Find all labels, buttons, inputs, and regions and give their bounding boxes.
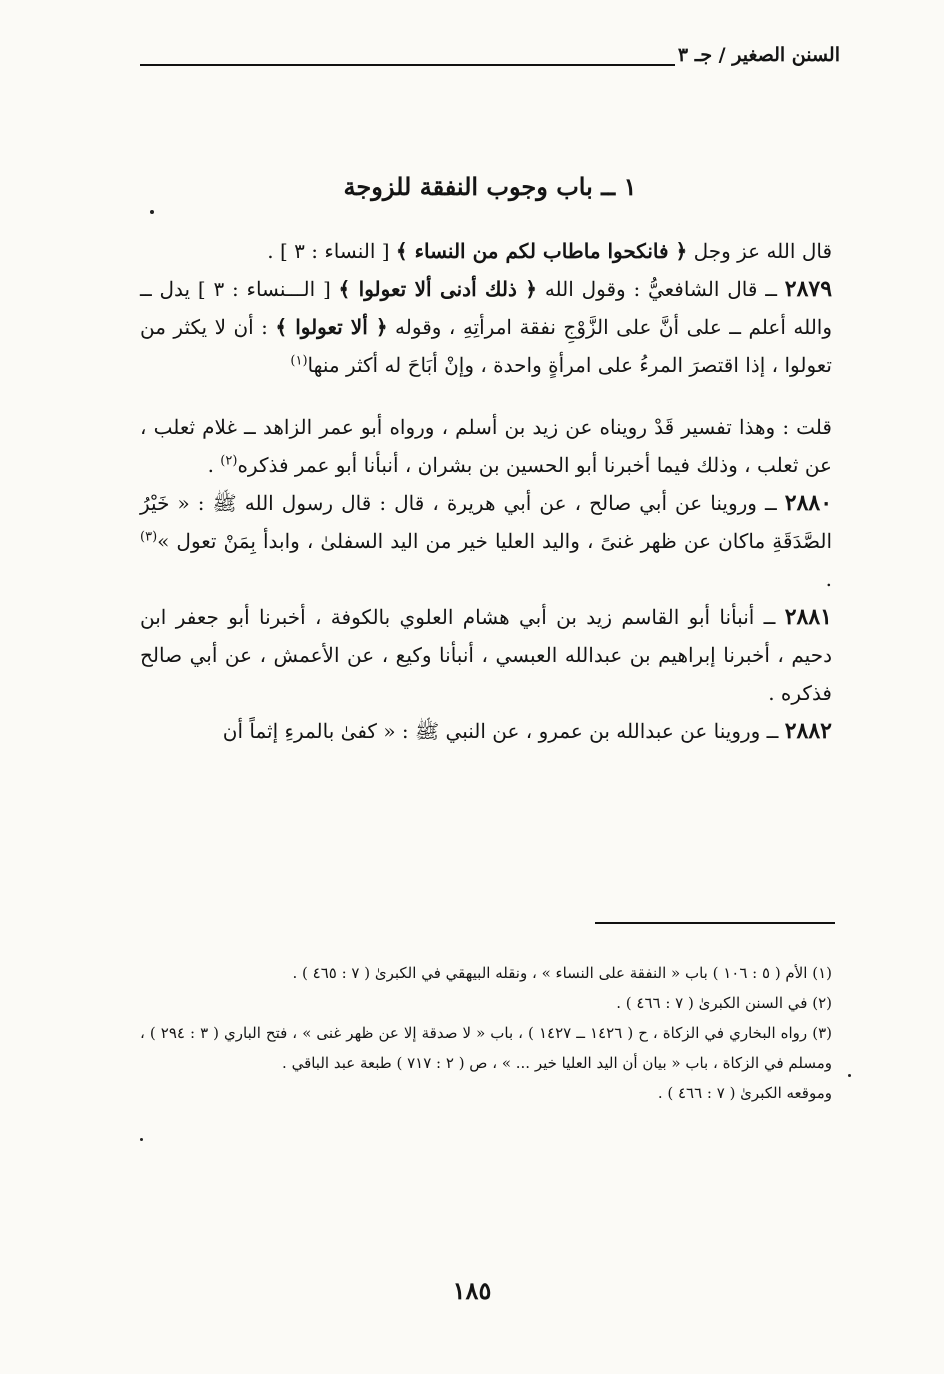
print-speck xyxy=(140,1138,143,1141)
hadith-2881 xyxy=(140,598,832,712)
footnote: (٢) في السنن الكبرىٰ ( ٧ : ٤٦٦ ) . xyxy=(616,994,832,1012)
footnote-marker: (٣) xyxy=(140,529,158,545)
hadith-number: ٢٨٧٩ xyxy=(784,276,833,302)
quran-verse: ﴿ ذلك أدنى ألا تعولوا ﴾ xyxy=(338,277,538,301)
hadith-number: ٢٨٨٠ xyxy=(784,490,833,516)
header-rule xyxy=(140,64,675,66)
hadith-number: ٢٨٨١ xyxy=(784,604,832,630)
paragraph-quran-intro xyxy=(140,232,832,270)
hadith-text: : أن لا يكثر من تعولوا ، إذا اقتصرَ المرءُ على امرأةٍ واحدة ، وإنْ أبَاحَ له أكثر منها xyxy=(140,315,832,377)
footnote: (٣) رواه البخاري في الزكاة ، ح ( ١٤٢٦ ــ ١٤٢٧ ) ، باب « لا صدقة إلا عن ظهر غنى » ، فتح الباري ( ٣ : ٢٩٤ ) ، ومسلم في الزكاة ، باب « بيان أن اليد العليا خير ... » ، ص ( ٢ : ٧١٧ ) طبعة عبد الباقي . xyxy=(140,1024,832,1072)
footnotes xyxy=(140,958,832,1108)
chapter-title: ١ ــ باب وجوب النفقة للزوجة xyxy=(343,172,637,201)
hadith-2882 xyxy=(140,712,832,750)
page-number: ١٨٥ xyxy=(452,1276,492,1305)
running-title: السنن الصغير / جـ ٣ xyxy=(677,44,840,66)
footnote: وموقعه الكبرىٰ ( ٧ : ٤٦٦ ) . xyxy=(657,1084,832,1102)
body-text xyxy=(140,232,832,750)
print-speck xyxy=(150,210,154,214)
sentence-end: . xyxy=(207,453,221,477)
footnote-marker: (٢) xyxy=(220,453,238,469)
quran-verse: ﴿ فانكحوا ماطاب لكم من النساء ﴾ xyxy=(395,239,688,263)
footnote: (١) الأم ( ٥ : ١٠٦ ) باب « النفقة على النساء » ، ونقله البيهقي في الكبرىٰ ( ٧ : ٤٦٥ ) . xyxy=(292,964,832,982)
hadith-text: ــ وروينا عن عبدالله بن عمرو ، عن النبي ﷺ : « كفىٰ بالمرءِ إثماً أن xyxy=(222,719,779,743)
quran-verse: ﴿ ألا تعولوا ﴾ xyxy=(275,315,388,339)
intro-text: قال الله عز وجل xyxy=(693,239,832,263)
hadith-text: ــ وروينا عن أبي صالح ، عن أبي هريرة ، قال : قال رسول الله ﷺ : « خَيْرُ الصَّدَقَةِ ماكان عن ظهر غنىً ، واليد العليا خير من اليد السفلىٰ ، وابدأ بِمَنْ تعول » xyxy=(140,491,832,553)
print-speck xyxy=(848,1074,851,1077)
commentary-paragraph xyxy=(140,408,832,484)
hadith-number: ٢٨٨٢ xyxy=(784,718,832,744)
hadith-text: ــ أنبأنا أبو القاسم زيد بن أبي هشام العلوي بالكوفة ، أخبرنا أبو جعفر ابن دحيم ، أخبرنا إبراهيم بن عبدالله العبسي ، أنبأنا وكيع ، عن الأعمش ، عن أبي صالح فذكره . xyxy=(140,605,832,705)
hadith-text: ــ قال الشافعيُّ : وقول الله xyxy=(544,277,777,301)
commentary-text: قلت : وهذا تفسير قَدْ رويناه عن زيد بن أسلم ، ورواه أبو عمر الزاهد ــ غلام ثعلب ، عن ثعلب ، وذلك فيما أخبرنا أبو الحسين بن بشران ، أنبأنا أبو عمر فذكره xyxy=(140,415,832,477)
hadith-2879 xyxy=(140,270,832,384)
hadith-text: [ الـــنساء : ٣ ] يدل ــ والله أعلم ــ على أنَّ على الزَّوْجِ نفقة امرأتِهِ ، وقوله xyxy=(140,277,833,339)
hadith-2880 xyxy=(140,484,832,598)
verse-reference: [ النساء : ٣ ] . xyxy=(267,239,390,263)
running-header xyxy=(140,42,840,82)
sentence-end: . xyxy=(825,567,832,591)
footnote-marker: (١) xyxy=(290,353,308,369)
footnote-rule xyxy=(595,922,835,924)
